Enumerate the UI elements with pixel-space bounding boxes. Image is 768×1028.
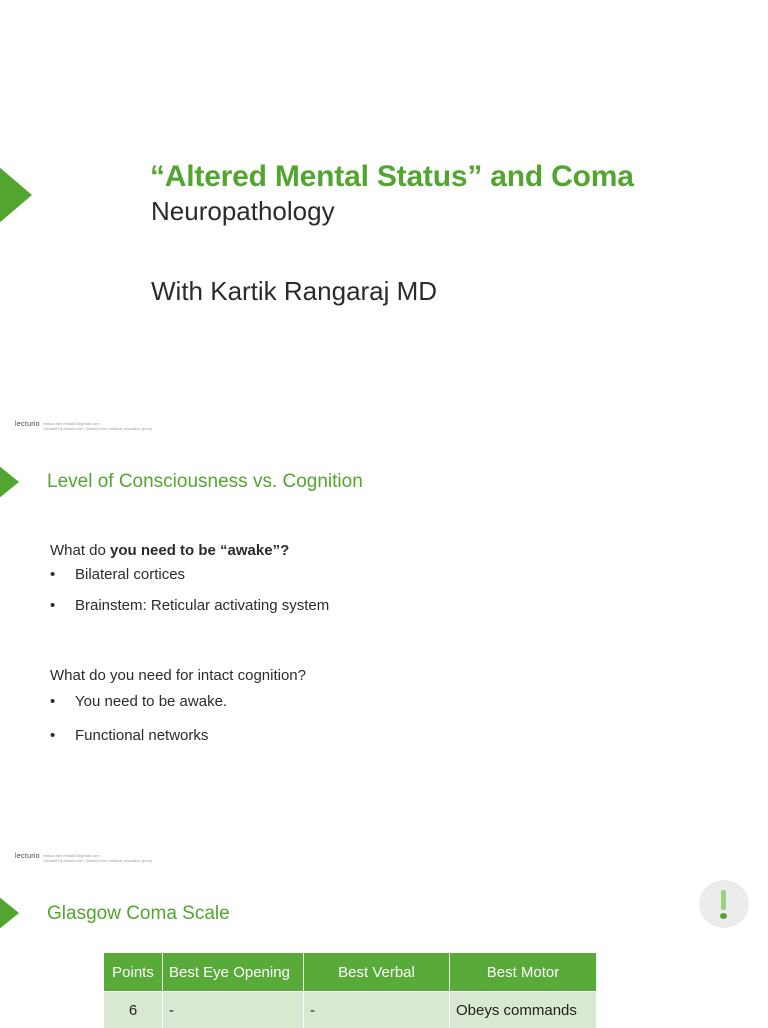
exclamation-bar — [721, 890, 726, 910]
list-item — [50, 727, 208, 744]
question-emphasis: you need to be “awake”? — [110, 542, 289, 559]
exclamation-icon[interactable] — [699, 880, 749, 928]
list-item-text: Functional networks — [75, 727, 208, 744]
bullet-icon: • — [50, 597, 75, 614]
list-item-text: Bilateral cortices — [75, 566, 185, 583]
footer-logo: lecturio — [15, 421, 40, 428]
question-prefix: What do — [50, 542, 110, 559]
list-item-text: You need to be awake. — [75, 693, 227, 710]
slide-subtitle: Neuropathology — [151, 196, 335, 227]
table-cell: 6 — [104, 992, 163, 1028]
slide-marker-chevron — [0, 896, 19, 930]
table-header-row — [104, 953, 597, 992]
footer-text — [43, 421, 152, 431]
question-awake — [50, 542, 289, 559]
exclamation-dot — [720, 913, 727, 919]
section-heading: Glasgow Coma Scale — [47, 903, 230, 925]
bullet-icon: • — [50, 727, 75, 744]
bullet-icon: • — [50, 566, 75, 583]
footer-logo: lecturio — [15, 853, 40, 860]
slide-marker-chevron — [0, 465, 19, 499]
list-item — [50, 597, 329, 614]
footer-line-2: Created by lecturio.de | Shared from medical education group — [43, 426, 152, 431]
slide-author: With Kartik Rangaraj MD — [151, 276, 437, 307]
table-row — [104, 992, 597, 1028]
question-cognition: What do you need for intact cognition? — [50, 667, 306, 684]
slide-title: “Altered Mental Status” and Coma — [150, 160, 634, 194]
section-heading: Level of Consciousness vs. Cognition — [47, 471, 363, 493]
slide-marker-chevron — [0, 166, 32, 224]
footer-line-2: Created by lecturio.de | Shared from medical education group — [43, 858, 152, 863]
table-cell: Obeys commands — [450, 992, 597, 1028]
footer-line-1: nelson hiel email23@gmail.com — [43, 853, 152, 858]
table-cell: - — [163, 992, 304, 1028]
table-cell: - — [304, 992, 450, 1028]
bullet-icon: • — [50, 693, 75, 710]
footer-line-1: nelson hiel email23@gmail.com — [43, 421, 152, 426]
column-header: Points — [104, 953, 163, 992]
column-header: Best Motor — [450, 953, 597, 992]
column-header: Best Eye Opening — [163, 953, 304, 992]
list-item — [50, 566, 185, 583]
glasgow-coma-scale-table — [104, 953, 597, 1028]
footer-text — [43, 853, 152, 863]
list-item — [50, 693, 227, 710]
list-item-text: Brainstem: Reticular activating system — [75, 597, 329, 614]
column-header: Best Verbal — [304, 953, 450, 992]
